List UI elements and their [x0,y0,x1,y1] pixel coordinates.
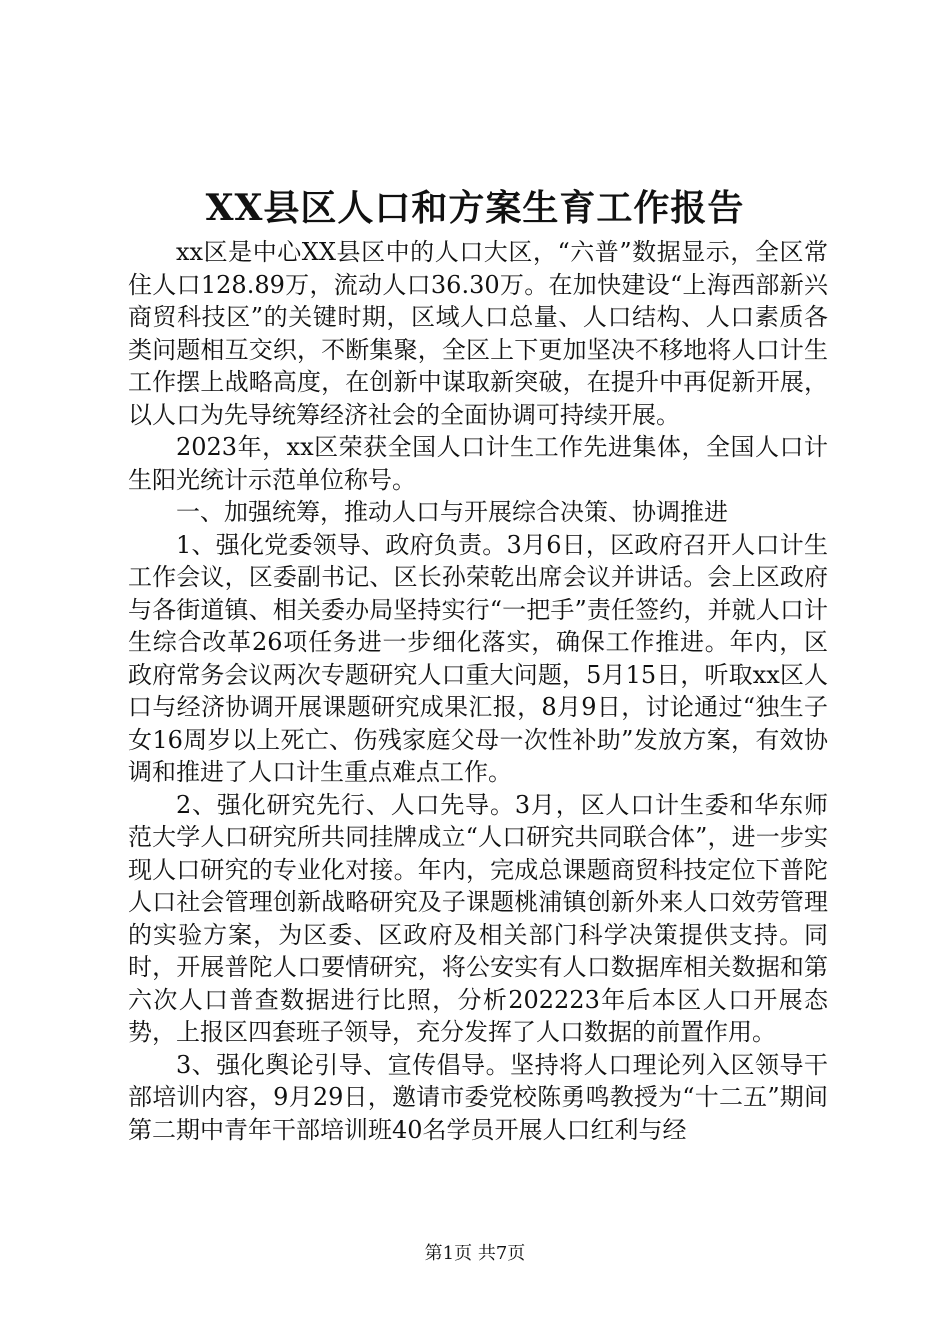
paragraph-item-3: 3、强化舆论引导、宣传倡导。坚持将人口理论列入区领导干部培训内容，9月29日，邀请市委党校陈勇鸣教授为“十二五”期间第二期中青年干部培训班40名学员开展人口红利与经 [128,1050,828,1144]
section-heading-1: 一、加强统筹，推动人口与开展综合决策、协调推进 [176,498,728,526]
document-body [128,236,828,1146]
paragraph-item-2: 2、强化研究先行、人口先导。3月，区人口计生委和华东师范大学人口研究所共同挂牌成立“人口研究共同联合体”，进一步实现人口研究的专业化对接。年内，完成总课题商贸科技定位下普陀人口社会管理创新战略研究及子课题桃浦镇创新外来人口效劳管理的实验方案，为区委、区政府及相关部门科学决策提供支持。同时，开展普陀人口要情研究，将公安实有人口数据库相关数据和第六次人口普查数据进行比照，分析202223年后本区人口开展态势，上报区四套班子领导，充分发挥了人口数据的前置作用。 [128,790,828,1046]
paragraph-honors: 2023年，xx区荣获全国人口计生工作先进集体，全国人口计生阳光统计示范单位称号。 [128,433,828,494]
paragraph-item-1: 1、强化党委领导、政府负责。3月6日，区政府召开人口计生工作会议，区委副书记、区长孙荣乾出席会议并讲话。会上区政府与各街道镇、相关委办局坚持实行“一把手”责任签约，并就人口计生综合改革26项任务进一步细化落实，确保工作推进。年内，区政府常务会议两次专题研究人口重大问题，5月15日，听取xx区人口与经济协调开展课题研究成果汇报，8月9日，讨论通过“独生子女16周岁以上死亡、伤残家庭父母一次性补助”发放方案，有效协调和推进了人口计生重点难点工作。 [128,530,828,786]
page-footer: 第1页 共7页 [424,1243,526,1264]
document-title: XX县区人口和方案生育工作报告 [205,187,745,229]
paragraph-intro: xx区是中心XX县区中的人口大区，“六普”数据显示，全区常住人口128.89万，流动人口36.30万。在加快建设“上海西部新兴商贸科技区”的关键时期，区域人口总量、人口结构、人口素质各类问题相互交织，不断集聚，全区上下更加坚决不移地将人口计生工作摆上战略高度，在创新中谋取新突破，在提升中再促新开展，以人口为先导统筹经济社会的全面协调可持续开展。 [128,238,828,429]
